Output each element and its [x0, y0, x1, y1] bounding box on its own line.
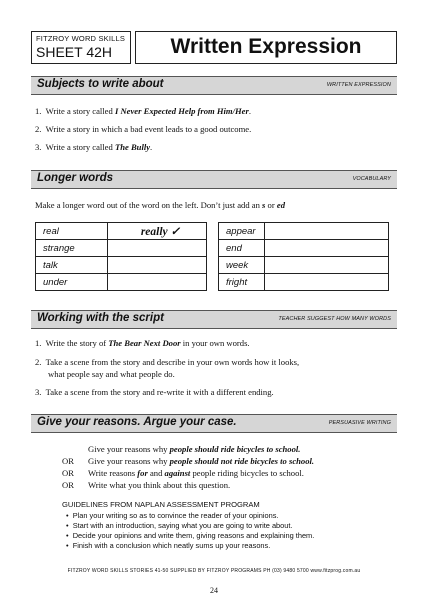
prompt-text: and — [147, 468, 165, 478]
suffix-ed: ed — [276, 200, 285, 210]
sheet-number: SHEET 42H — [36, 44, 112, 60]
item-number: 3. — [35, 142, 42, 152]
base-word: appear — [219, 223, 265, 240]
instruction-text: Make a longer word out of the word on the left. Don’t just add an — [35, 200, 263, 210]
answer-cell[interactable] — [108, 257, 207, 274]
guideline-text: Finish with a conclusion which neatly sums up your reasons. — [72, 541, 271, 550]
prompt-text: Give your reasons why — [88, 444, 170, 454]
table-row — [219, 240, 389, 257]
item-text: Take a scene from the story and describe in your own words how it looks, — [45, 357, 300, 367]
base-word: end — [219, 240, 265, 257]
prompt-text: people riding bicycles to school. — [190, 468, 304, 478]
guideline-item: • Start with an introduction, saying what you are going to write about. — [66, 521, 293, 530]
prompt-line — [88, 444, 300, 454]
section-persuasive-header — [31, 414, 397, 433]
section-title: Subjects to write about — [37, 78, 164, 90]
title-box — [135, 31, 397, 64]
answer-cell[interactable] — [108, 240, 207, 257]
instruction — [35, 200, 285, 210]
answer-cell[interactable] — [265, 274, 389, 291]
answer-cell[interactable]: really ✓ — [108, 223, 207, 240]
guideline-item: • Finish with a conclusion which neatly sums up your reasons. — [66, 541, 271, 550]
footer-text: FITZROY WORD SKILLS STORIES 41-50 SUPPLIED BY FITZROY PROGRAMS PH (03) 9480 5700 www.fitzprog.com.au — [67, 568, 361, 574]
item-number: 2. — [35, 124, 42, 134]
section-title: Give your reasons. Argue your case. — [37, 416, 237, 428]
list-item-continued: what people say and what people do. — [48, 369, 175, 379]
section-tag: TEACHER SUGGEST HOW MANY WORDS — [278, 316, 391, 322]
guideline-item: • Plan your writing so as to convince the reader of your opinions. — [66, 511, 279, 520]
prompt-emphasis: against — [164, 468, 191, 478]
prompt-line — [62, 456, 314, 466]
section-tag: PERSUASIVE WRITING — [328, 420, 391, 426]
page-number: 24 — [210, 586, 218, 595]
word-table-left — [35, 222, 207, 291]
guideline-text: Start with an introduction, saying what you are going to write about. — [72, 521, 293, 530]
prompt-text: Write what you think about this question. — [88, 480, 231, 490]
item-punct: . — [150, 142, 153, 152]
prompt-emphasis: for — [137, 468, 148, 478]
list-item — [35, 124, 251, 134]
base-word: strange — [36, 240, 108, 257]
guideline-text: Decide your opinions and write them, giving reasons and explaining them. — [72, 531, 315, 540]
or-label: OR — [62, 456, 74, 466]
table-row — [36, 274, 207, 291]
item-number: 1. — [35, 106, 42, 116]
section-subjects-header — [31, 76, 397, 95]
list-item: 1. Write the story of The Bear Next Door in your own words. — [35, 338, 250, 348]
answer-cell[interactable] — [265, 257, 389, 274]
word-table-right — [218, 222, 389, 291]
list-item — [35, 142, 152, 152]
list-item — [35, 106, 251, 116]
story-title: The Bear Next Door — [108, 338, 181, 348]
guideline-text: Plan your writing so as to convince the reader of your opinions. — [72, 511, 279, 520]
section-tag: VOCABULARY — [352, 176, 391, 182]
sheet-label-box — [31, 31, 131, 64]
table-row — [219, 257, 389, 274]
item-text: Write a story called — [45, 106, 115, 116]
item-text: Take a scene from the story and re-write it with a different ending. — [45, 387, 274, 397]
list-item: 3. Take a scene from the story and re-write it with a different ending. — [35, 387, 274, 397]
section-title: Longer words — [37, 172, 114, 184]
section-script-header — [31, 310, 397, 329]
prompt-line — [62, 468, 304, 478]
base-word: under — [36, 274, 108, 291]
section-longer-words-header — [31, 170, 397, 189]
table-row — [36, 223, 207, 240]
answer-cell[interactable] — [265, 223, 389, 240]
table-row — [36, 240, 207, 257]
item-text: Write the story of — [45, 338, 109, 348]
item-text: Write a story in which a bad event leads to a good outcome. — [45, 124, 252, 134]
section-tag: WRITTEN EXPRESSION — [326, 82, 391, 88]
series-name: FITZROY WORD SKILLS — [36, 34, 126, 43]
story-title: The Bully — [114, 142, 151, 152]
prompt-line — [62, 480, 230, 490]
table-row — [219, 274, 389, 291]
base-word: week — [219, 257, 265, 274]
base-word: talk — [36, 257, 108, 274]
list-item: 2. Take a scene from the story and describe in your own words how it looks, — [35, 357, 300, 367]
table-row — [219, 223, 389, 240]
base-word: fright — [219, 274, 265, 291]
section-title: Working with the script — [37, 312, 164, 324]
table-row — [36, 257, 207, 274]
story-title: I Never Expected Help from Him/Her — [114, 106, 249, 116]
prompt-emphasis: people should not ride bicycles to school. — [169, 456, 315, 466]
prompt-emphasis: people should ride bicycles to school. — [169, 444, 301, 454]
instruction-or: or — [265, 200, 277, 210]
item-text: Write a story called — [45, 142, 115, 152]
suffix-s: s — [262, 200, 266, 210]
base-word: real — [36, 223, 108, 240]
prompt-text: Give your reasons why — [88, 456, 170, 466]
or-label: OR — [62, 480, 74, 490]
answer-cell[interactable] — [265, 240, 389, 257]
item-text-end: in your own words. — [180, 338, 250, 348]
answer-cell[interactable] — [108, 274, 207, 291]
item-punct: . — [248, 106, 252, 116]
page-title: Written Expression — [170, 35, 362, 58]
or-label: OR — [62, 468, 74, 478]
guideline-item: • Decide your opinions and write them, giving reasons and explaining them. — [66, 531, 315, 540]
guidelines-title: GUIDELINES FROM NAPLAN ASSESSMENT PROGRAM — [62, 500, 260, 509]
prompt-text: Write reasons — [88, 468, 138, 478]
